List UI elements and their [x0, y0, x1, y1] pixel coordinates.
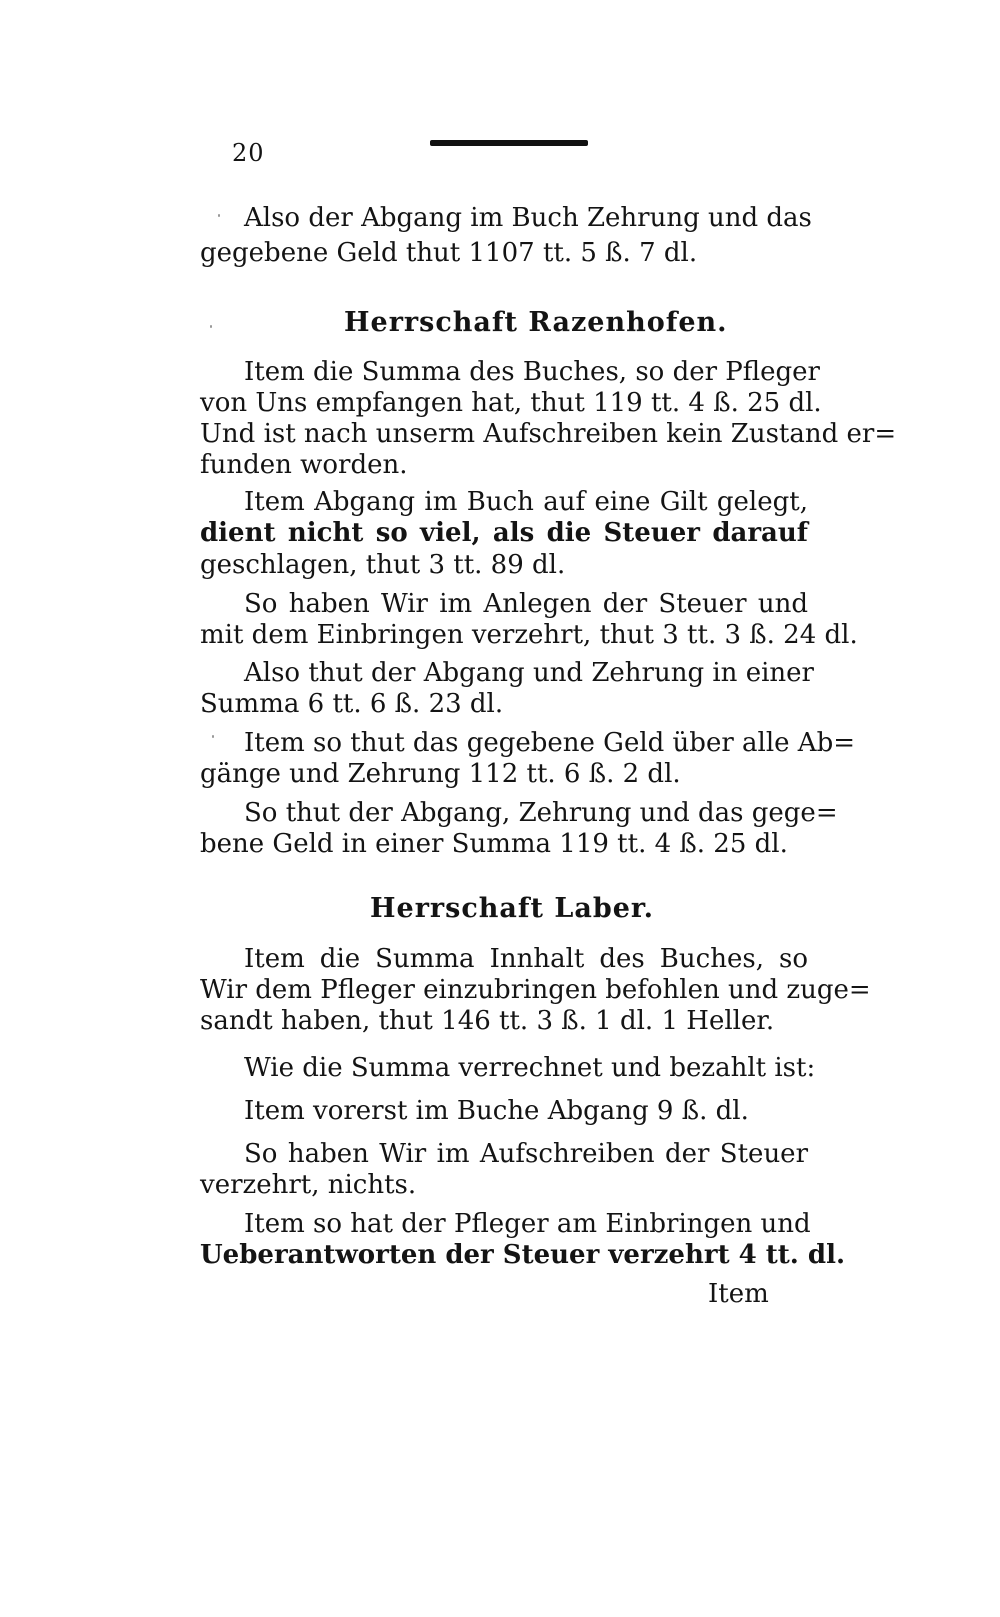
text-line: Item so hat der Pfleger am Einbringen und: [244, 1209, 811, 1239]
text-line: mit dem Einbringen verzehrt, thut 3 tt. 3 ß. 24 dl.: [200, 620, 858, 650]
text-line: gänge und Zehrung 112 tt. 6 ß. 2 dl.: [200, 759, 681, 789]
text-line: Wir dem Pfleger einzubringen befohlen und zuge=: [200, 975, 871, 1005]
text-line: gegebene Geld thut 1107 tt. 5 ß. 7 dl.: [200, 238, 698, 268]
page-number: 20: [232, 139, 265, 167]
text-line: Und ist nach unserm Aufschreiben kein Zustand er=: [200, 419, 897, 449]
text-line: So thut der Abgang, Zehrung und das gege=: [244, 798, 838, 828]
text-line: von Uns empfangen hat, thut 119 tt. 4 ß. 25 dl.: [200, 388, 822, 418]
text-line: funden worden.: [200, 450, 408, 480]
text-line: Item die Summa des Buches, so der Pfleger: [244, 357, 820, 387]
text-line: Summa 6 tt. 6 ß. 23 dl.: [200, 689, 504, 719]
text-line: verzehrt, nichts.: [200, 1170, 417, 1200]
text-line: So haben Wir im Aufschreiben der Steuer: [244, 1139, 808, 1169]
text-line: Item so thut das gegebene Geld über alle Ab=: [244, 728, 856, 758]
text-line: dient nicht so viel, als die Steuer darauf: [200, 518, 808, 548]
text-line: geschlagen, thut 3 tt. 89 dl.: [200, 550, 566, 580]
text-line: Ueberantworten der Steuer verzehrt 4 tt. dl.: [200, 1240, 846, 1270]
header-rule: [430, 140, 588, 146]
text-line: Also thut der Abgang und Zehrung in einer: [244, 658, 814, 688]
text-line: Also der Abgang im Buch Zehrung und das: [244, 203, 812, 233]
text-line: Wie die Summa verrechnet und bezahlt ist:: [244, 1053, 816, 1083]
catchword: Item: [708, 1279, 769, 1309]
scan-speck: [210, 325, 212, 328]
text-line: So haben Wir im Anlegen der Steuer und: [244, 589, 808, 619]
text-line: bene Geld in einer Summa 119 tt. 4 ß. 25 dl.: [200, 829, 788, 859]
text-line: sandt haben, thut 146 tt. 3 ß. 1 dl. 1 Heller.: [200, 1006, 775, 1036]
text-line: Item Abgang im Buch auf eine Gilt gelegt,: [244, 487, 808, 517]
scan-speck: [218, 214, 220, 217]
section-heading: Herrschaft Laber.: [370, 893, 655, 924]
section-heading: Herrschaft Razenhofen.: [344, 307, 728, 338]
scan-speck: [212, 735, 214, 738]
text-line: Item die Summa Innhalt des Buches, so: [244, 944, 808, 974]
text-line: Item vorerst im Buche Abgang 9 ß. dl.: [244, 1096, 749, 1126]
